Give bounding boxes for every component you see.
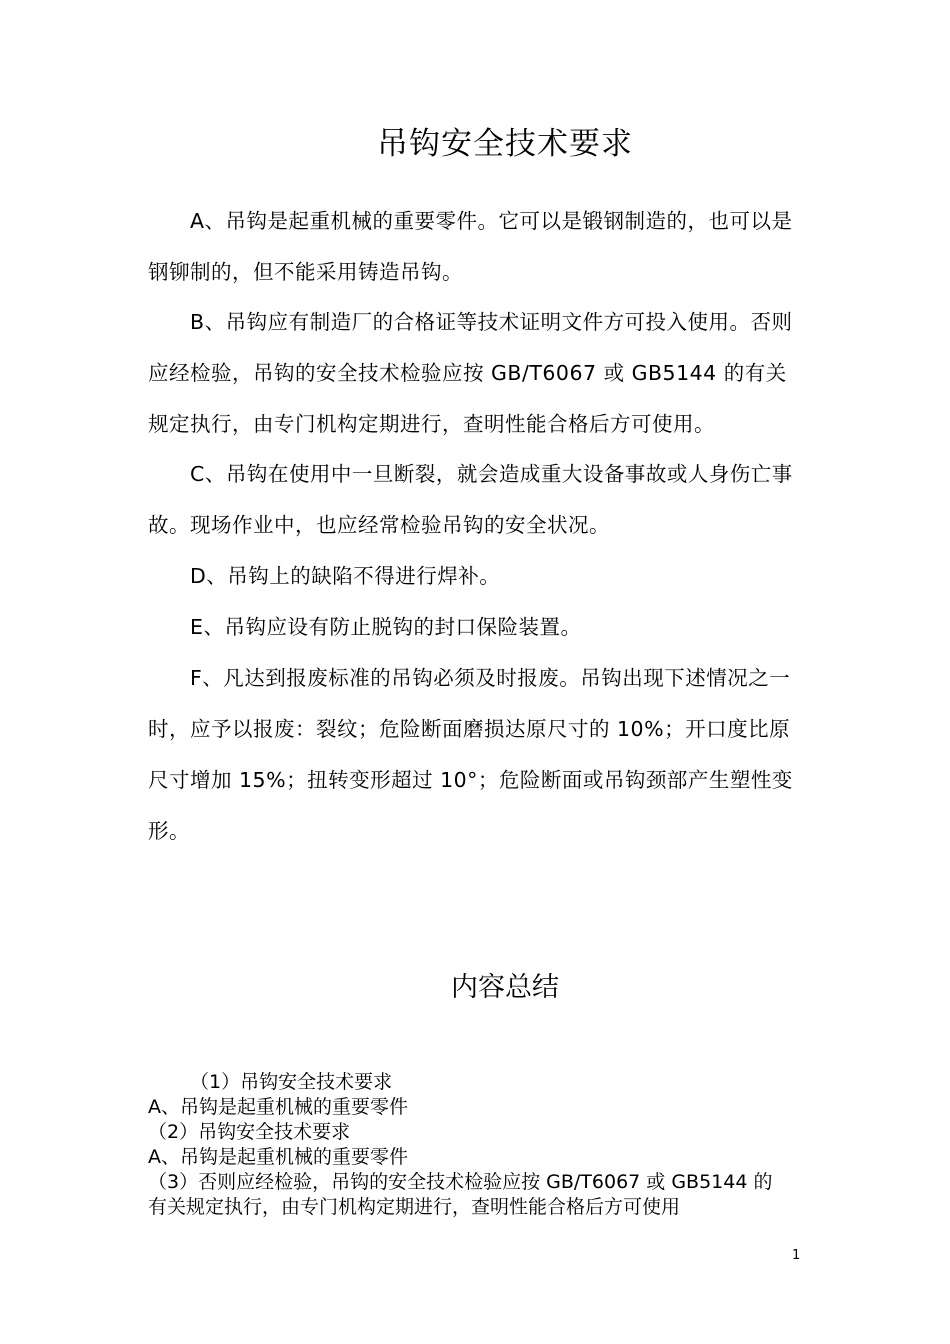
summary-line: （1）吊钩安全技术要求	[190, 1071, 393, 1093]
summary-line: A、吊钩是起重机械的重要零件	[148, 1096, 408, 1118]
summary-line: A、吊钩是起重机械的重要零件	[148, 1146, 408, 1168]
summary-line: （3）否则应经检验，吊钩的安全技术检验应按 GB/T6067 或 GB5144 的	[148, 1171, 773, 1193]
paragraph-b: B、吊钩应有制造厂的合格证等技术证明文件方可投入使用。否则应经检验，吊钩的安全技术检验应按 GB/T6067 或 GB5144 的有关规定执行，由专门机构定期进行，查明性能合格后方可使用。	[148, 310, 793, 436]
paragraph-e: E、吊钩应设有防止脱钩的封口保险装置。	[190, 615, 582, 639]
paragraph-f: F、凡达到报废标准的吊钩必须及时报废。吊钩出现下述情况之一时，应予以报废：裂纹；危险断面磨损达原尺寸的 10%；开口度比原尺寸增加 15%；扭转变形超过 10°；危险断面或吊钩颈部产生塑性变形。	[148, 666, 793, 843]
paragraph-d: D、吊钩上的缺陷不得进行焊补。	[190, 564, 501, 588]
summary-line: （2）吊钩安全技术要求	[148, 1121, 351, 1143]
paragraph-c: C、吊钩在使用中一旦断裂，就会造成重大设备事故或人身伤亡事故。现场作业中，也应经常检验吊钩的安全状况。	[148, 462, 793, 537]
summary-title: 内容总结	[451, 972, 559, 1003]
summary-line: 有关规定执行，由专门机构定期进行，查明性能合格后方可使用	[148, 1196, 681, 1218]
summary-list	[148, 1070, 798, 1220]
page-number: 1	[792, 1248, 801, 1263]
paragraph-a: A、吊钩是起重机械的重要零件。它可以是锻钢制造的，也可以是钢铆制的，但不能采用铸造吊钩。	[148, 209, 793, 284]
document-title: 吊钩安全技术要求	[377, 126, 633, 162]
